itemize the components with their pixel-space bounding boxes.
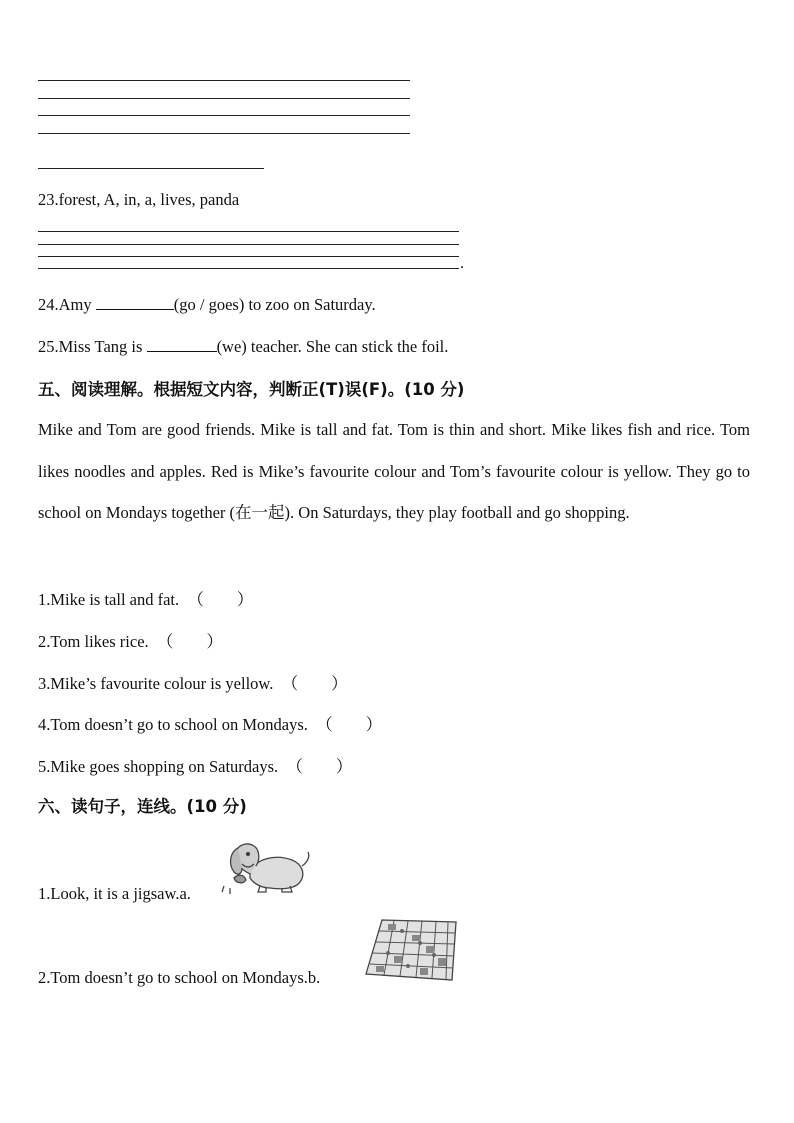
q23-answer-line: [38, 244, 459, 245]
match-item: 1.Look, it is a jigsaw.a.: [38, 884, 191, 903]
tf-question: [38, 586, 253, 610]
section6-heading: 六、读句子，连线。(10 分): [38, 797, 247, 816]
tf-answer-bracket[interactable]: （ ）: [281, 674, 348, 693]
jigsaw-picture: [364, 918, 458, 982]
reading-passage: Mike and Tom are good friends. Mike is tall and fat. Tom is thin and short. Mike likes fish and rice. Tom likes noodles and apples. Red is Mike’s favourite colour and Tom’s favourite colour is yellow. They go to school on Mondays together (在一起). On Saturdays, they play football and go shopping.: [38, 420, 750, 523]
tf-question: [38, 628, 223, 652]
answer-line: [38, 98, 410, 99]
q24: [38, 295, 376, 315]
q23-answer-line: [38, 256, 459, 257]
q25: [38, 337, 448, 357]
tf-question-text: 5.Mike goes shopping on Saturdays.: [38, 757, 279, 776]
q24-before: 24.Amy: [38, 295, 96, 314]
tf-answer-bracket[interactable]: （ ）: [156, 632, 223, 651]
section5-heading: 五、阅读理解。根据短文内容，判断正(T)误(F)。(10 分): [38, 380, 465, 399]
q23-answer-line: [38, 268, 459, 269]
tf-question: [38, 753, 352, 777]
tf-question-text: 2.Tom likes rice.: [38, 632, 149, 651]
answer-line: [38, 80, 410, 81]
tf-question: [38, 670, 348, 694]
tf-question-text: 3.Mike’s favourite colour is yellow.: [38, 674, 274, 693]
tf-answer-bracket[interactable]: （ ）: [316, 715, 383, 734]
tf-question-text: 1.Mike is tall and fat.: [38, 590, 180, 609]
q25-blank[interactable]: [147, 337, 217, 352]
answer-line: [38, 133, 410, 134]
tf-answer-bracket[interactable]: （ ）: [187, 590, 254, 609]
q23-prompt: 23.forest, A, in, a, lives, panda: [38, 190, 240, 209]
q23-answer-line: [38, 231, 459, 232]
q24-blank[interactable]: [96, 295, 174, 310]
q24-after: (go / goes) to zoo on Saturday.: [173, 295, 376, 314]
q25-before: 25.Miss Tang is: [38, 337, 147, 356]
dog-picture: [220, 834, 312, 896]
tf-question-text: 4.Tom doesn’t go to school on Mondays.: [38, 715, 308, 734]
match-item: 2.Tom doesn’t go to school on Mondays.b.: [38, 968, 321, 987]
answer-line: [38, 115, 410, 116]
q25-after: (we) teacher. She can stick the foil.: [216, 337, 449, 356]
q23-end-mark: .: [460, 255, 464, 272]
tf-answer-bracket[interactable]: （ ）: [286, 757, 353, 776]
tf-question: [38, 711, 382, 735]
answer-line: [38, 168, 264, 169]
